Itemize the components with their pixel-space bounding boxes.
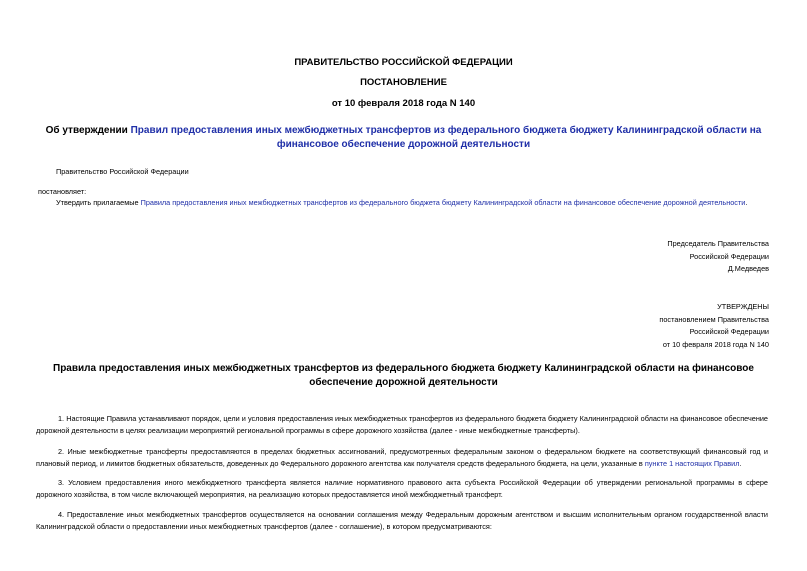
document-date: от 10 февраля 2018 года N 140: [331, 98, 476, 109]
title-prefix: Об утверждении: [45, 125, 131, 136]
document-title: [20, 124, 787, 152]
approved-by: постановлением Правительства: [659, 314, 769, 324]
approved-country: Российской Федерации: [689, 327, 769, 336]
document-type: ПОСТАНОВЛЕНИЕ: [360, 77, 447, 88]
government-line: Правительство Российской Федерации: [56, 167, 189, 176]
signature-country: Российской Федерации: [689, 251, 769, 261]
signature-block: [667, 238, 769, 276]
paragraph-2-link[interactable]: пункте 1 настоящих Правил: [644, 458, 740, 468]
paragraph-4: 4. Предоставление иных межбюджетных трансфертов осуществляется на основании соглашения между Федеральным дорожным агентством и высшим исполнительным органом государственной власти Калининградской области о предоставлении иных межбюджетных трансфертов (далее - соглашение), в котором предусматриваются:: [36, 510, 768, 531]
approve-line: [56, 197, 776, 208]
paragraph-2: [36, 446, 768, 469]
government-heading: ПРАВИТЕЛЬСТВО РОССИЙСКОЙ ФЕДЕРАЦИИ: [294, 57, 513, 68]
approved-block: [659, 301, 769, 351]
title-rules-link[interactable]: Правил предоставления иных межбюджетных трансфертов из федерального бюджета бюджету Калининградской области на финансовое обеспечение дорожной деятельности: [130, 125, 762, 150]
paragraph-3: 3. Условием предоставления иного межбюджетного трансферта является наличие нормативного правового акта субъекта Российской Федерации об утверждении региональной программы в сфере дорожного хозяйства, в том числе включающей мероприятия, на реализацию которых предоставляется иной межбюджетный трансферт.: [36, 478, 768, 499]
signature-name: Д.Медведев: [727, 264, 769, 273]
signature-position: Председатель Правительства: [667, 239, 769, 248]
approve-prefix: Утвердить прилагаемые: [56, 198, 141, 207]
approve-suffix: .: [745, 198, 748, 207]
paragraph-2-text: 2. Иные межбюджетные трансферты предоставляются в пределах бюджетных ассигнований, предусмотренных федеральным законом о федеральном бюджете на соответствующий финансовый год и плановый период, и лимитов бюджетных обязательств, доведенных до Федерального дорожного агентства как получателя средств федерального бюджета, на цели, указанные в: [36, 447, 768, 468]
approved-label: УТВЕРЖДЕНЫ: [717, 302, 769, 311]
approve-rules-link[interactable]: Правила предоставления иных межбюджетных трансфертов из федерального бюджета бюджету Калининградской области на финансовое обеспечение дорожной деятельности: [140, 198, 746, 207]
rules-title: Правила предоставления иных межбюджетных трансфертов из федерального бюджета бюджету Калининградской области на финансовое обеспечение дорожной деятельности: [53, 363, 754, 388]
paragraph-1: 1. Настоящие Правила устанавливают порядок, цели и условия предоставления иных межбюджетных трансфертов из федерального бюджета бюджету Калининградской области на финансовое обеспечение дорожной деятельности в целях реализации мероприятий региональной программы в сфере дорожного хозяйства (далее - иные межбюджетные трансферты).: [36, 414, 768, 435]
paragraph-2-end: .: [739, 458, 742, 468]
resolves-line: постановляет:: [38, 187, 87, 196]
approved-date: от 10 февраля 2018 года N 140: [662, 339, 769, 349]
